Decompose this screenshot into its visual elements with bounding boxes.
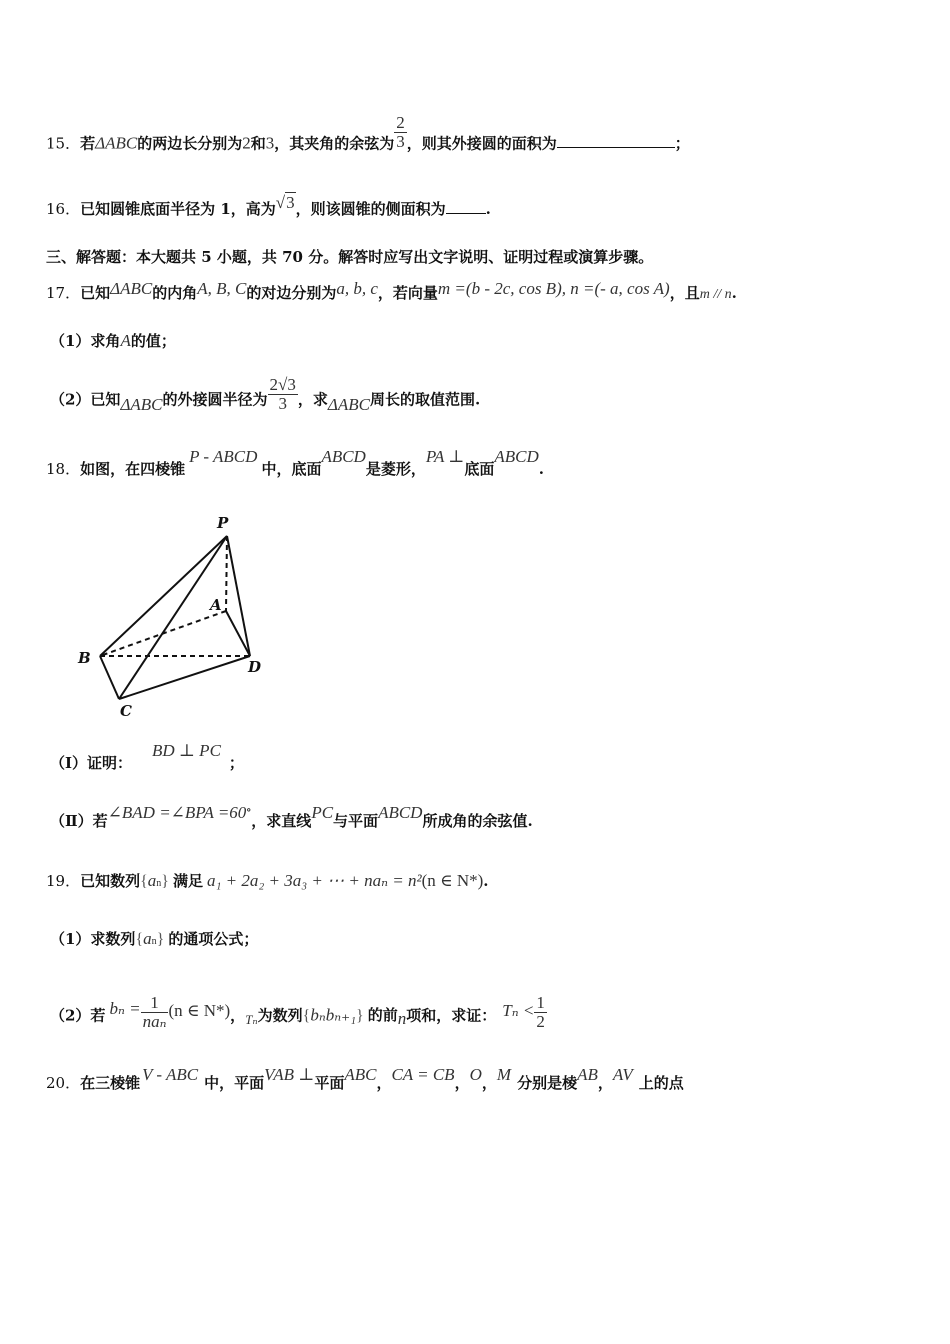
math-fraction: $\frac{2√3}{3}$ <box>269 375 296 413</box>
question-19-part-2: （2）若 bₙ = $\frac{1}{\text{naₙ}}$ (n ∈ N*)，Tₙ为数列{bₙbₙ₊₁} 的前n项和，求证： Tₙ < $\frac{1}{2}$ <box>50 993 545 1031</box>
math-side-a: 2 <box>242 133 251 153</box>
math-sqrt: √3 <box>275 193 295 212</box>
edge-PB <box>100 536 227 656</box>
edge-PA <box>226 536 227 611</box>
answer-blank[interactable] <box>557 133 675 148</box>
edge-BC <box>100 656 119 699</box>
label-D: D <box>248 658 262 676</box>
question-number: 17． <box>46 284 81 302</box>
pyramid-figure <box>70 510 290 730</box>
label-P: P <box>217 514 229 532</box>
label-C: C <box>120 702 132 720</box>
question-18: 18．如图，在四棱锥P - ABCD中，底面ABCD是菱形，PA ⊥底面ABCD. <box>46 447 545 478</box>
question-16: 16．已知圆锥底面半径为 1，高为√3，则该圆锥的侧面积为 . <box>46 193 491 218</box>
answer-blank[interactable] <box>446 199 486 214</box>
question-19: 19．已知数列{an} 满足 a₁ + 2a₂ + 3a₃ + ⋯ + naₙ = n²(n ∈ N*). <box>46 871 489 890</box>
math-triangle: ΔABC <box>95 133 138 153</box>
question-18-part-2: （Ⅱ）若∠BAD =∠BPA =60°，求直线PC与平面ABCD所成角的余弦值. <box>50 803 533 830</box>
math-side-b: 3 <box>265 133 275 153</box>
edge-CD <box>119 656 250 699</box>
question-19-part-1: （1）求数列{an} 的通项公式； <box>50 929 259 948</box>
label-B: B <box>78 649 91 667</box>
question-18-part-1: （Ⅰ）证明：BD ⊥ PC； <box>50 741 244 772</box>
question-number: 20． <box>46 1074 81 1092</box>
math-fraction: $\frac{1}{2}$ <box>536 993 545 1031</box>
edge-AB <box>100 611 226 656</box>
question-number: 19． <box>46 872 81 890</box>
question-number: 16． <box>46 200 81 218</box>
question-17: 17．已知ΔABC的内角A, B, C的对边分别为a, b, c，若向量m =(b - 2c, cos B), n =(- a, cos A)，且m // n. <box>46 279 737 302</box>
edge-PC <box>119 536 227 699</box>
math-vectors: m =(b - 2c, cos B), n =(- a, cos A) <box>437 279 670 298</box>
math-fraction: $\frac{1}{\text{naₙ}}$ <box>142 993 167 1031</box>
edge-PD <box>227 536 250 656</box>
math-fraction: $\frac{2}{3}$ <box>396 113 405 151</box>
question-17-part-2: （2）已知ΔABC的外接圆半径为 $\frac{2√3}{3}$ ，求ΔABC周长的取值范围. <box>50 375 481 415</box>
label-A: A <box>210 596 222 614</box>
question-number: 15． <box>46 134 81 153</box>
question-17-part-1: （1）求角A的值； <box>50 331 176 350</box>
question-number: 18． <box>46 460 81 478</box>
question-15: 15．若ΔABC的两边长分别为2和3，其夹角的余弦为 $\frac{2}{3}$ ，则其外接圆的面积为 ； <box>46 113 690 153</box>
math-equation: a₁ + 2a₂ + 3a₃ + ⋯ + naₙ = n² <box>207 871 422 890</box>
section-heading: 三、解答题：本大题共 5 小题，共 70 分。解答时应写出文字说明、证明过程或演算步骤。 <box>46 248 654 266</box>
question-20: 20．在三棱锥 V - ABC 中，平面VAB ⊥平面ABC，CA = CB，O，M 分别是棱AB，AV 上的点 <box>46 1065 684 1092</box>
